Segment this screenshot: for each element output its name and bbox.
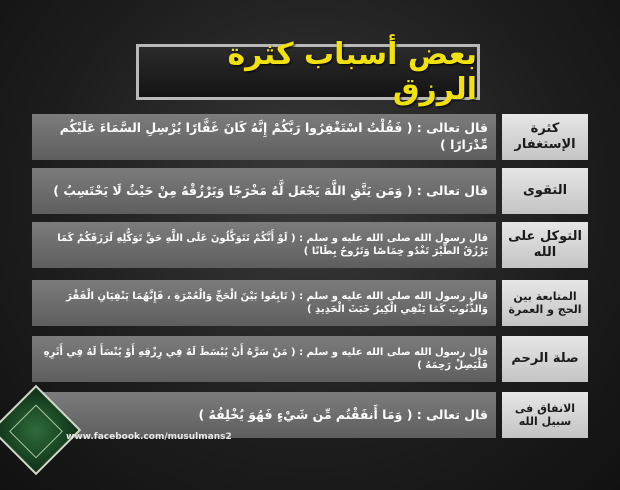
facebook-link[interactable]: www.facebook.com/musulmans2	[66, 432, 232, 442]
row-label: المتابعة بين الحج و العمرة	[502, 280, 588, 326]
row-label: الانفاق فى سبيل الله	[502, 392, 588, 438]
row-label: التقوى	[502, 168, 588, 214]
row-label: التوكل على الله	[502, 222, 588, 268]
row-taqwa	[32, 168, 588, 214]
row-content	[32, 168, 496, 214]
row-text: قال رسول الله صلى الله عليه و سلم : ( تَابِعُوا بَيْنَ الْحَجِّ وَالْعُمْرَةِ ، فَإِنَّهُمَا يَنْفِيَانِ الْفَقْرَ وَالذُّنُوبَ كَمَا يَنْفِي الْكِيرُ خَبَثَ الْحَدِيدِ )	[66, 290, 488, 315]
row-content	[32, 114, 496, 160]
row-hajj-umrah	[32, 280, 588, 326]
row-text: قال تعالى : ( فَقُلْتُ اسْتَغْفِرُوا رَبَّكُمْ إِنَّهُ كَانَ غَفَّارًا يُرْسِلِ السَّمَاءَ عَلَيْكُم مِّدْرَارًا )	[59, 120, 488, 152]
row-text: قال تعالى : ( وَمَن يَتَّقِ اللَّهَ يَجْعَل لَّهُ مَخْرَجًا وَيَرْزُقْهُ مِنْ حَيْثُ لَا يَحْتَسِبُ )	[53, 182, 488, 198]
row-content	[32, 336, 496, 382]
logo-inner-border	[9, 405, 63, 459]
row-silat-rahim	[32, 336, 588, 382]
title-banner	[136, 37, 480, 107]
row-text: قال تعالى : ( وَمَا أَنفَقْتُم مِّن شَيْءٍ فَهُوَ يُخْلِفُهُ )	[198, 406, 488, 422]
row-label: صلة الرحم	[502, 336, 588, 382]
page-title: بعض أسباب كثرة الرزق	[227, 37, 477, 107]
row-text: قال رسول الله صلى الله عليه و سلم : ( لَوْ أَنَّكُمْ تَتَوَكَّلُونَ عَلَى اللَّهِ حَقَّ تَوَكُّلِهِ لَرَزَقَكُمْ كَمَا يَرْزُقُ الطَّيْرَ تَغْدُو خِمَاصًا وَتَرُوحُ بِطَانًا )	[57, 232, 488, 257]
row-content	[32, 222, 496, 268]
row-content	[32, 280, 496, 326]
row-text: قال رسول الله صلى الله عليه و سلم : ( مَنْ سَرَّهُ أَنْ يُبْسَطَ لَهُ فِي رِزْقِهِ أَوْ يُنْسَأَ لَهُ فِي أَثَرِهِ فَلْيَصِلْ رَحِمَهُ )	[43, 346, 488, 371]
row-tawakkul	[32, 222, 588, 268]
row-label: كثرة الإستغفار	[502, 114, 588, 160]
row-istighfar	[32, 114, 588, 160]
